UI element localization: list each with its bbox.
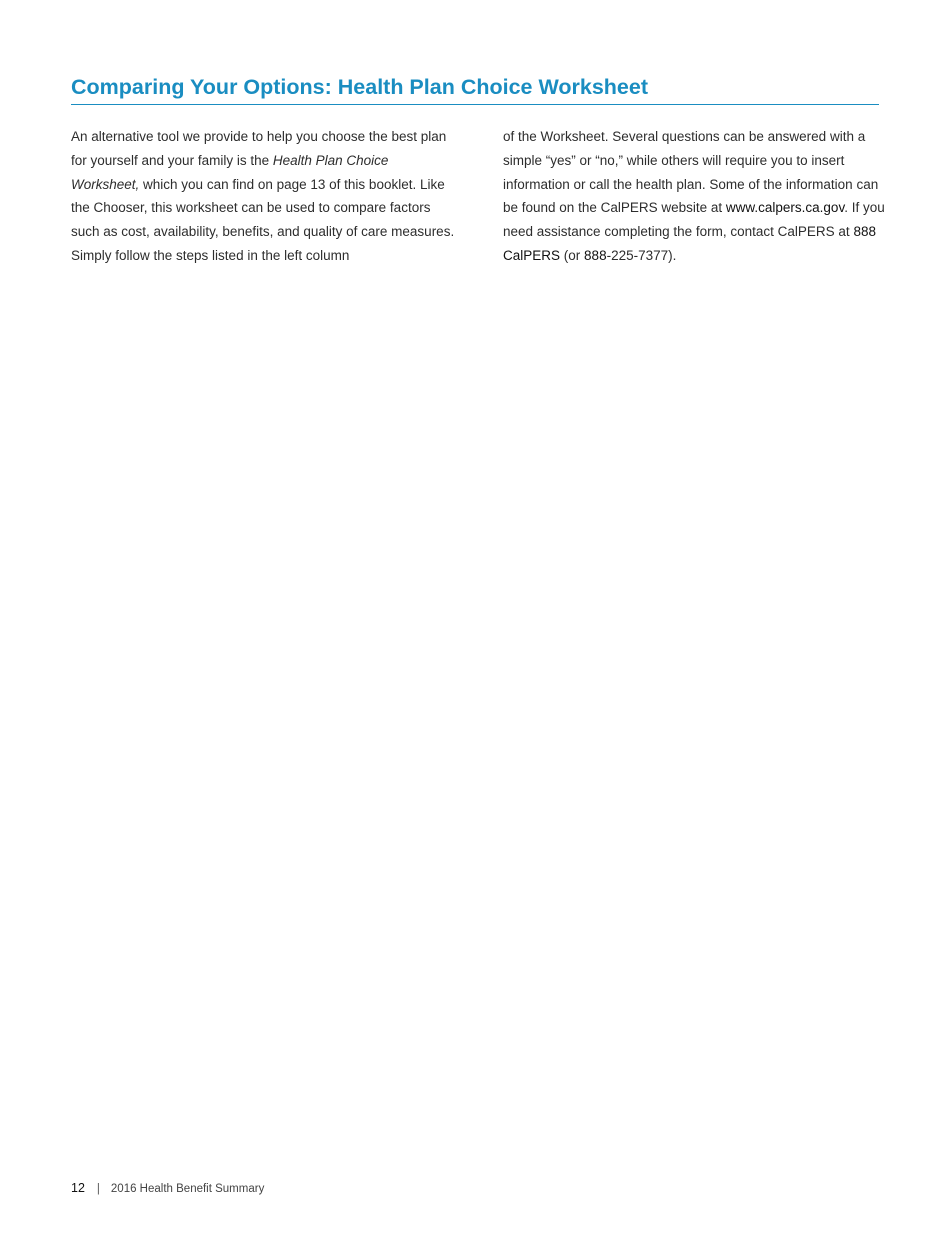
page-header (71, 72, 879, 105)
page-number: 12 (71, 1181, 85, 1195)
title-divider (71, 104, 879, 105)
page-footer (71, 1181, 264, 1195)
right-text-3: (or (560, 247, 585, 263)
document-title: 2016 Health Benefit Summary (110, 1183, 265, 1195)
footer-separator: | (96, 1183, 100, 1195)
calpers-phone-prefix: 888 (584, 247, 607, 263)
worksheet-title: Health Plan Choice Worksheet, (71, 152, 389, 192)
right-text-1: of the Worksheet. Several questions can be answered with a simple “yes” or “no,” while others will require you to insert information or call the health plan. Some of the information can be found on the CalPERS website at (503, 129, 879, 216)
right-text-4: -225-7377). (606, 247, 677, 263)
body-column-left (71, 125, 456, 268)
body-column-right (503, 125, 888, 268)
left-text-2: which you can find on page 13 of this booklet. Like the Chooser, this worksheet can be used to compare factors such as cost, availability, benefits, and quality of care measures. Simply follow the steps listed in the left column (71, 176, 455, 263)
calpers-phone-name: 888 CalPERS (503, 224, 876, 263)
right-text-2: . If you need assistance completing the form, contact CalPERS at (503, 200, 885, 240)
calpers-website-link[interactable]: www.calpers.ca.gov (725, 200, 845, 216)
page-title: Comparing Your Options: Health Plan Choice Worksheet (71, 75, 648, 99)
left-text-1: An alternative tool we provide to help you choose the best plan for yourself and your family is the (71, 129, 447, 168)
